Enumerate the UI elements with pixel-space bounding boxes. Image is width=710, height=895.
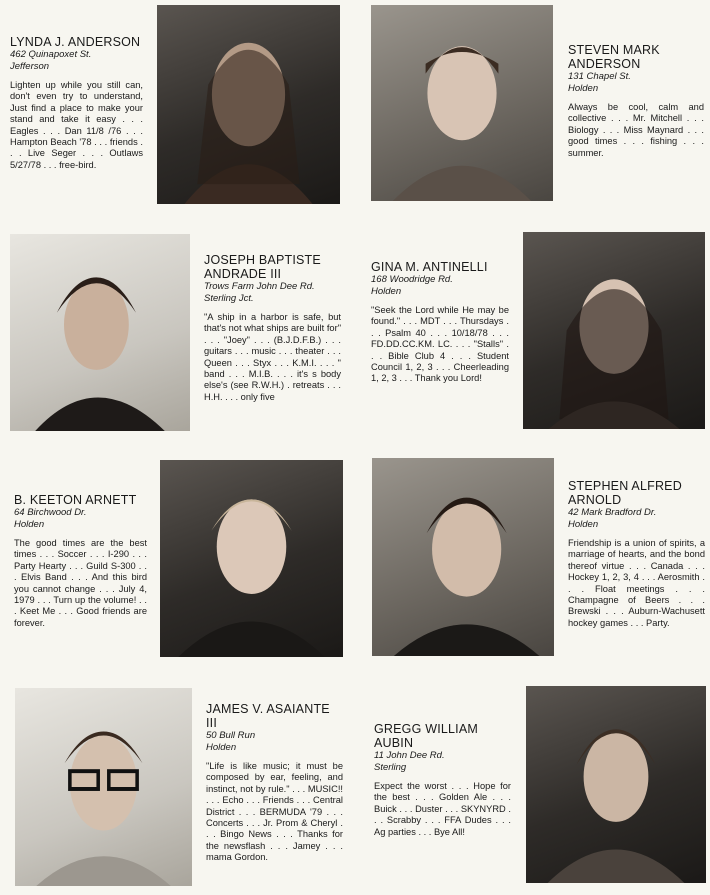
student-bio: The good times are the best times . . . Soccer . . . I-290 . . . Party Hearty . . . Guild S-300 . . . Elvis Band . . . And this bird you cannot change . . . July 4, 1979 . . . Turn up the volume! . . . Keet Me . . . Good friends are forever. [14,538,147,628]
portrait-photo-joseph-andrade [10,234,190,431]
student-name: LYNDA J. ANDERSON [10,35,141,49]
student-town: Holden [14,518,45,530]
student-bio: Always be cool, calm and collective . . . Mr. Mitchell . . . Biology . . . Miss Maynard . . . good times . . . fishing . . . summer. [568,102,704,158]
student-bio: "Life is like music; it must be composed by ear, feeling, and instinct, not by rule." . . . MUSIC!! . . . Echo . . . Friends . . . Central District . . . BERMUDA '79 . . . Concerts . . . Jr. Prom & Cheryl . . . Bingo News . . . Thanks for the newsflash . . . Jamey . . . mama Gordon. [206,761,343,863]
student-town: Holden [206,741,237,753]
student-street: 462 Quinapoxet St. [10,49,92,60]
student-name: STEPHEN ALFRED ARNOLD [568,479,682,507]
portrait-photo-stephen-arnold [372,458,554,656]
student-name: B. KEETON ARNETT [14,493,137,507]
student-street: 131 Chapel St. [568,71,631,82]
student-name: STEVEN MARK ANDERSON [568,43,660,71]
student-town: Holden [568,82,599,94]
student-entry-keeton-arnett [14,493,147,629]
student-entry-steven-anderson [568,43,704,159]
student-bio: "A ship in a harbor is safe, but that's not what ships are built for" . . . "Joey" . . . (B.J.D.F.B.) . . . guitars . . . music . . . theater . . . Queen . . . Styx . . . K.M.I. . . . " band . . . M.I.B. . . . it's s body else's (see R.W.H.) . retreats . . . H.H. . . . only five [204,312,341,402]
student-bio: Lighten up while you still can, don't even try to understand, Just find a place to make your stand and take it easy . . . Eagles . . . Dan 11/8 /76 . . . Hampton Beach '78 . . . friends . . . Live Seger . . . Outlaws 5/27/78 . . . free-bird. [10,80,143,170]
student-name: JAMES V. ASAIANTE III [206,702,330,730]
student-town: Holden [568,518,599,530]
student-name: GINA M. ANTINELLI [371,260,488,274]
student-town: Sterling Jct. [204,292,254,304]
student-name: GREGG WILLIAM AUBIN [374,722,479,750]
student-street: 42 Mark Bradford Dr. [568,507,657,518]
student-entry-lynda-anderson [10,35,143,171]
student-street: 11 John Dee Rd. [374,750,445,761]
student-name: JOSEPH BAPTISTE ANDRADE III [204,253,321,281]
portrait-photo-steven-anderson [371,5,553,201]
student-bio: Friendship is a union of spirits, a marriage of hearts, and the bond thereof virtue . . . Canada . . . Hockey 1, 2, 3, 4 . . . Aerosmith . . . Float meetings . . . Champagne of Beers . . . Brewski . . . Auburn-Wachusett hockey games . . . Party. [568,538,705,628]
portrait-photo-gina-antinelli [523,232,705,429]
student-entry-joseph-andrade [204,253,341,403]
student-entry-gina-antinelli [371,260,509,385]
student-street: 64 Birchwood Dr. [14,507,87,518]
student-street: 50 Bull Run [206,730,256,741]
student-town: Jefferson [10,60,50,72]
portrait-photo-keeton-arnett [160,460,343,657]
portrait-photo-lynda-anderson [157,5,340,204]
student-entry-gregg-aubin [374,722,511,838]
portrait-photo-james-asaiante [15,688,192,886]
student-town: Sterling [374,761,407,773]
student-town: Holden [371,285,402,297]
student-street: 168 Woodridge Rd. [371,274,453,285]
portrait-photo-gregg-aubin [526,686,706,883]
student-bio: "Seek the Lord while He may be found." . . . MDT . . . Thursdays . . . Psalm 40 . . . 10/18/78 . . . FD.DD.CC.KM. LC. . . . "Stalls" . . . Bible Club 4 . . . Student Council 1, 2, 3 . . . Cheerleading 1, 2, 3 . . . Thank you Lord! [371,305,509,384]
student-entry-stephen-arnold [568,479,705,629]
student-bio: Expect the worst . . . Hope for the best . . . Golden Ale . . . Buick . . . Duster . . . SKYNYRD . . . Scrabby . . . FFA Dudes . . . Ag parties . . . Bye All! [374,781,511,837]
student-street: Trows Farm John Dee Rd. [204,281,315,292]
student-entry-james-asaiante [206,702,343,864]
